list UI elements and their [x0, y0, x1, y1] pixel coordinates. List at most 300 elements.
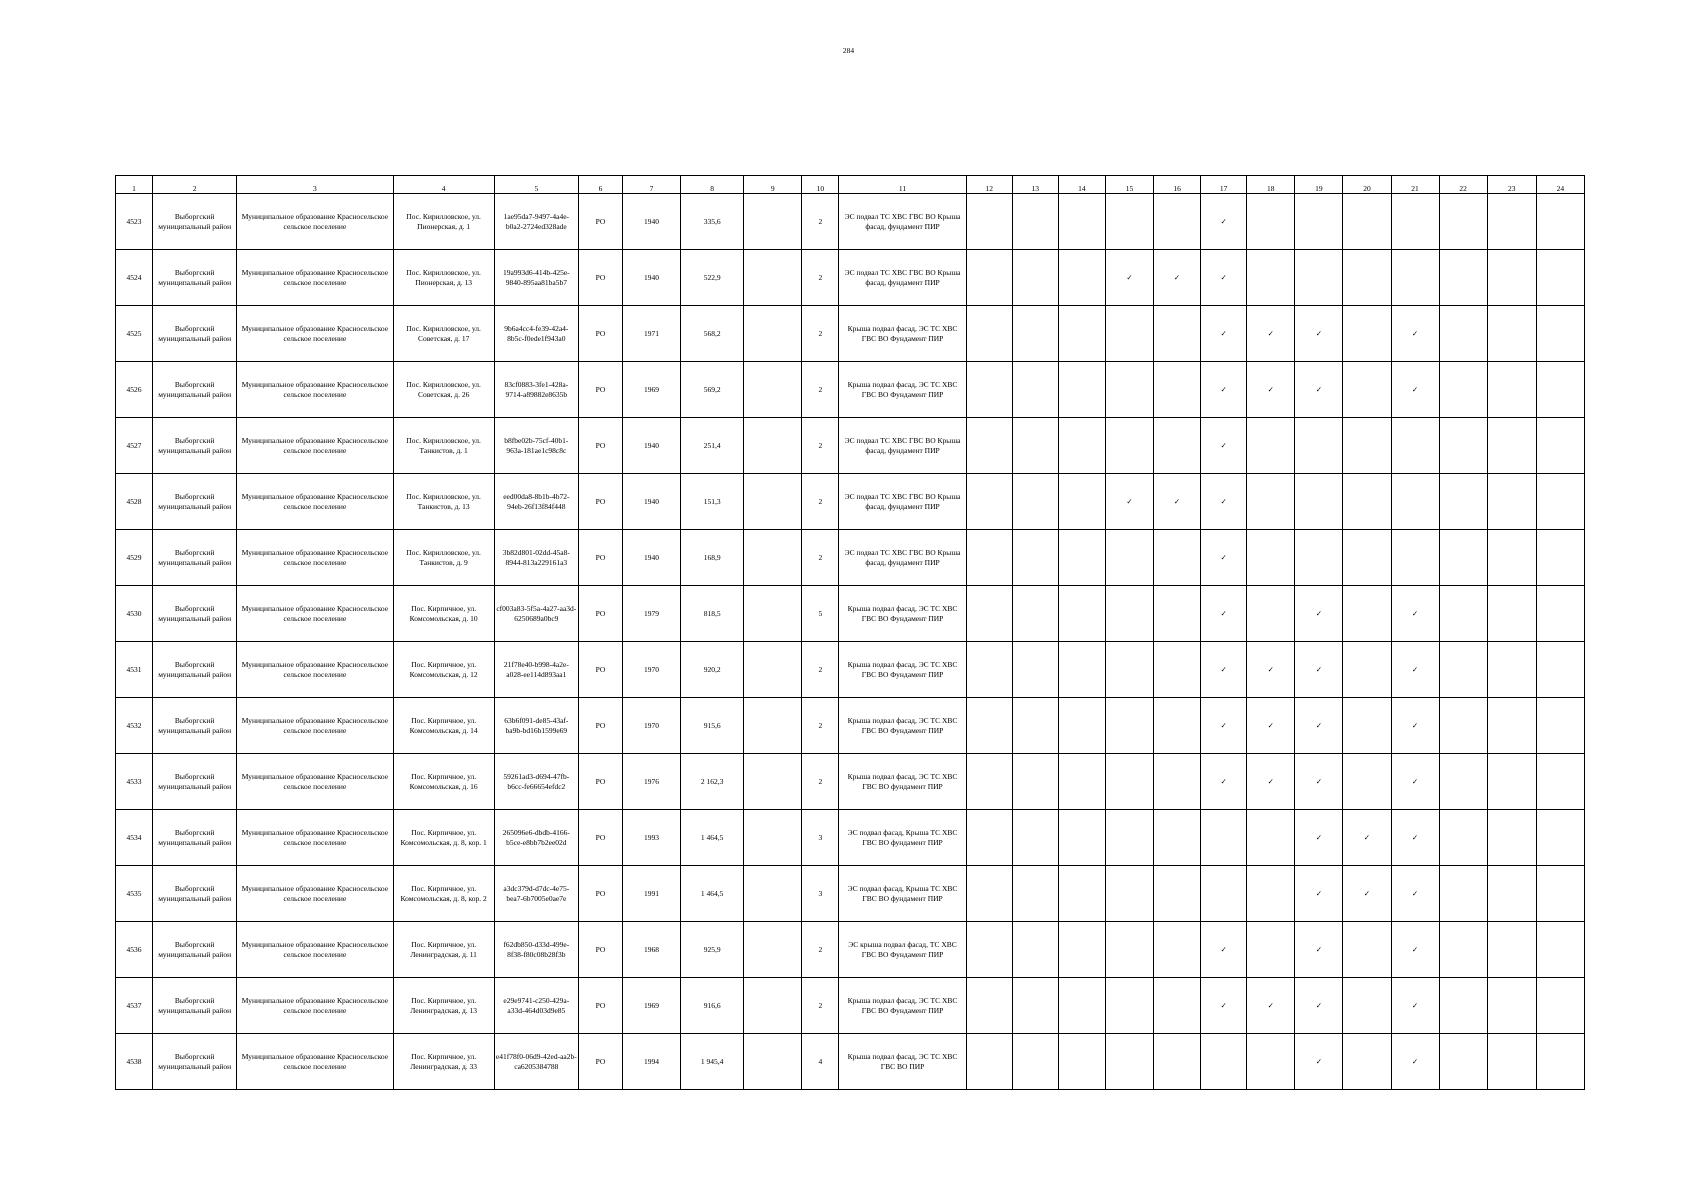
work-column-23-cell	[1487, 530, 1536, 586]
guid-cell: 19a993d6-414b-425e-9840-895aa81ba5b7	[494, 250, 578, 306]
row-number: 4536	[116, 922, 153, 978]
work-column-18-cell	[1247, 810, 1295, 866]
work-column-23-cell	[1487, 250, 1536, 306]
row-number: 4526	[116, 362, 153, 418]
works-cell: Крыша подвал фасад, ЭС ТС ХВС ГВС ВО фундамент ПИР	[839, 754, 966, 810]
work-column-24-cell	[1536, 922, 1584, 978]
column-header-11: 11	[839, 176, 966, 194]
year-cell: 1969	[623, 362, 681, 418]
municipality-cell: Муниципальное образование Красносельское сельское поселение	[237, 1034, 393, 1090]
category-cell: РО	[578, 194, 622, 250]
year-cell: 1940	[623, 250, 681, 306]
work-column-12-cell	[966, 642, 1012, 698]
work-column-22-cell	[1439, 1034, 1487, 1090]
address-cell: Пос. Кирпичное, ул. Комсомольская, д. 10	[393, 586, 494, 642]
address-cell: Пос. Кирпичное, ул. Ленинградская, д. 13	[393, 978, 494, 1034]
work-column-15-cell	[1105, 754, 1153, 810]
work-column-15-cell	[1105, 866, 1153, 922]
works-cell: Крыша подвал фасад, ЭС ТС ХВС ГВС ВО ПИР	[839, 1034, 966, 1090]
area-cell: 251,4	[681, 418, 744, 474]
work-column-22-cell	[1439, 866, 1487, 922]
check-mark-icon: ✓	[1201, 586, 1247, 642]
address-cell: Пос. Кирилловское, ул. Советская, д. 26	[393, 362, 494, 418]
table-row	[116, 1034, 1585, 1090]
area-cell: 2 162,3	[681, 754, 744, 810]
check-mark-icon: ✓	[1295, 362, 1343, 418]
work-column-22-cell	[1439, 306, 1487, 362]
check-mark-icon: ✓	[1295, 306, 1343, 362]
guid-cell: 265096e6-dbdb-4166-b5ce-e8bb7b2ee02d	[494, 810, 578, 866]
check-mark-icon: ✓	[1295, 698, 1343, 754]
row-number: 4527	[116, 418, 153, 474]
floors-cell: 2	[802, 530, 839, 586]
works-cell: ЭС подвал ТС ХВС ГВС ВО Крыша фасад, фундамент ПИР	[839, 530, 966, 586]
floors-cell: 2	[802, 362, 839, 418]
work-column-20-cell	[1343, 978, 1391, 1034]
works-cell: ЭС подвал ТС ХВС ГВС ВО Крыша фасад, фундамент ПИР	[839, 250, 966, 306]
guid-cell: e29e9741-c250-429a-a33d-464d03d9e85	[494, 978, 578, 1034]
area-cell: 818,5	[681, 586, 744, 642]
work-column-14-cell	[1058, 306, 1105, 362]
work-column-14-cell	[1058, 586, 1105, 642]
column-9-cell	[744, 194, 802, 250]
district-cell: Выборгский муниципальный район	[153, 978, 237, 1034]
check-mark-icon: ✓	[1391, 866, 1439, 922]
area-cell: 335,6	[681, 194, 744, 250]
address-cell: Пос. Кирпичное, ул. Комсомольская, д. 8, кор. 2	[393, 866, 494, 922]
work-column-22-cell	[1439, 530, 1487, 586]
table-row	[116, 474, 1585, 530]
check-mark-icon: ✓	[1201, 530, 1247, 586]
check-mark-icon: ✓	[1391, 698, 1439, 754]
category-cell: РО	[578, 698, 622, 754]
column-number-header-row	[116, 176, 1585, 194]
row-number: 4538	[116, 1034, 153, 1090]
category-cell: РО	[578, 754, 622, 810]
column-header-16: 16	[1154, 176, 1201, 194]
work-column-12-cell	[966, 362, 1012, 418]
column-9-cell	[744, 866, 802, 922]
row-number: 4533	[116, 754, 153, 810]
column-9-cell	[744, 306, 802, 362]
category-cell: РО	[578, 1034, 622, 1090]
column-9-cell	[744, 1034, 802, 1090]
work-column-13-cell	[1012, 642, 1058, 698]
floors-cell: 2	[802, 474, 839, 530]
work-column-16-cell	[1154, 922, 1201, 978]
municipality-cell: Муниципальное образование Красносельское сельское поселение	[237, 194, 393, 250]
guid-cell: e41f78f0-06d9-42ed-aa2b-ca6205384788	[494, 1034, 578, 1090]
work-column-14-cell	[1058, 250, 1105, 306]
work-column-14-cell	[1058, 978, 1105, 1034]
work-column-20-cell	[1343, 306, 1391, 362]
floors-cell: 3	[802, 810, 839, 866]
work-column-23-cell	[1487, 1034, 1536, 1090]
column-9-cell	[744, 362, 802, 418]
work-column-13-cell	[1012, 922, 1058, 978]
year-cell: 1993	[623, 810, 681, 866]
works-cell: Крыша подвал фасад, ЭС ТС ХВС ГВС ВО Фундамент ПИР	[839, 642, 966, 698]
work-column-12-cell	[966, 698, 1012, 754]
area-cell: 569,2	[681, 362, 744, 418]
area-cell: 1 464,5	[681, 810, 744, 866]
work-column-12-cell	[966, 194, 1012, 250]
area-cell: 151,3	[681, 474, 744, 530]
municipality-cell: Муниципальное образование Красносельское сельское поселение	[237, 754, 393, 810]
work-column-22-cell	[1439, 978, 1487, 1034]
work-column-24-cell	[1536, 1034, 1584, 1090]
row-number: 4532	[116, 698, 153, 754]
work-column-20-cell	[1343, 418, 1391, 474]
work-column-14-cell	[1058, 418, 1105, 474]
column-header-4: 4	[393, 176, 494, 194]
work-column-12-cell	[966, 530, 1012, 586]
year-cell: 1979	[623, 586, 681, 642]
work-column-23-cell	[1487, 418, 1536, 474]
work-column-20-cell	[1343, 698, 1391, 754]
category-cell: РО	[578, 978, 622, 1034]
category-cell: РО	[578, 418, 622, 474]
work-column-13-cell	[1012, 250, 1058, 306]
work-column-13-cell	[1012, 698, 1058, 754]
work-column-19-cell	[1295, 530, 1343, 586]
district-cell: Выборгский муниципальный район	[153, 362, 237, 418]
column-9-cell	[744, 418, 802, 474]
guid-cell: cf003a83-5f5a-4a27-aa3d-6250689a0bc9	[494, 586, 578, 642]
work-column-14-cell	[1058, 642, 1105, 698]
work-column-12-cell	[966, 474, 1012, 530]
floors-cell: 2	[802, 922, 839, 978]
column-header-12: 12	[966, 176, 1012, 194]
work-column-12-cell	[966, 586, 1012, 642]
check-mark-icon: ✓	[1201, 754, 1247, 810]
column-header-22: 22	[1439, 176, 1487, 194]
work-column-23-cell	[1487, 306, 1536, 362]
column-9-cell	[744, 530, 802, 586]
check-mark-icon: ✓	[1295, 866, 1343, 922]
year-cell: 1940	[623, 474, 681, 530]
work-column-24-cell	[1536, 978, 1584, 1034]
check-mark-icon: ✓	[1391, 642, 1439, 698]
category-cell: РО	[578, 586, 622, 642]
guid-cell: eed00da8-8b1b-4b72-94eb-26f13f84f448	[494, 474, 578, 530]
work-column-16-cell	[1154, 866, 1201, 922]
check-mark-icon: ✓	[1391, 922, 1439, 978]
work-column-23-cell	[1487, 754, 1536, 810]
guid-cell: 83cf0883-3fe1-428a-9714-a89882e8635b	[494, 362, 578, 418]
work-column-21-cell	[1391, 418, 1439, 474]
column-9-cell	[744, 586, 802, 642]
work-column-12-cell	[966, 306, 1012, 362]
check-mark-icon: ✓	[1391, 306, 1439, 362]
work-column-15-cell	[1105, 642, 1153, 698]
works-cell: ЭС подвал фасад, Крыша ТС ХВС ГВС ВО фундамент ПИР	[839, 866, 966, 922]
category-cell: РО	[578, 306, 622, 362]
work-column-18-cell	[1247, 250, 1295, 306]
check-mark-icon: ✓	[1295, 1034, 1343, 1090]
district-cell: Выборгский муниципальный район	[153, 810, 237, 866]
district-cell: Выборгский муниципальный район	[153, 866, 237, 922]
row-number: 4534	[116, 810, 153, 866]
work-column-16-cell	[1154, 698, 1201, 754]
work-column-16-cell	[1154, 418, 1201, 474]
column-9-cell	[744, 250, 802, 306]
work-column-19-cell	[1295, 250, 1343, 306]
guid-cell: 59261ad3-d694-47fb-b6cc-fe66654efdc2	[494, 754, 578, 810]
year-cell: 1968	[623, 922, 681, 978]
address-cell: Пос. Кирилловское, ул. Пионерская, д. 13	[393, 250, 494, 306]
work-column-13-cell	[1012, 474, 1058, 530]
column-header-23: 23	[1487, 176, 1536, 194]
category-cell: РО	[578, 250, 622, 306]
work-column-23-cell	[1487, 362, 1536, 418]
row-number: 4530	[116, 586, 153, 642]
row-number: 4528	[116, 474, 153, 530]
category-cell: РО	[578, 474, 622, 530]
work-column-16-cell	[1154, 754, 1201, 810]
housing-register-table	[115, 175, 1585, 1090]
guid-cell: a3dc379d-d7dc-4e75-bea7-6b7005e0ae7e	[494, 866, 578, 922]
work-column-13-cell	[1012, 306, 1058, 362]
municipality-cell: Муниципальное образование Красносельское сельское поселение	[237, 810, 393, 866]
work-column-22-cell	[1439, 586, 1487, 642]
work-column-17-cell	[1201, 1034, 1247, 1090]
district-cell: Выборгский муниципальный район	[153, 306, 237, 362]
works-cell: ЭС подвал фасад, Крыша ТС ХВС ГВС ВО фундамент ПИР	[839, 810, 966, 866]
work-column-24-cell	[1536, 586, 1584, 642]
work-column-24-cell	[1536, 250, 1584, 306]
column-9-cell	[744, 474, 802, 530]
municipality-cell: Муниципальное образование Красносельское сельское поселение	[237, 978, 393, 1034]
table-row	[116, 250, 1585, 306]
column-9-cell	[744, 698, 802, 754]
floors-cell: 5	[802, 586, 839, 642]
works-cell: Крыша подвал фасад, ЭС ТС ХВС ГВС ВО Фундамент ПИР	[839, 978, 966, 1034]
year-cell: 1940	[623, 194, 681, 250]
work-column-15-cell	[1105, 194, 1153, 250]
work-column-22-cell	[1439, 698, 1487, 754]
district-cell: Выборгский муниципальный район	[153, 474, 237, 530]
work-column-13-cell	[1012, 866, 1058, 922]
column-header-20: 20	[1343, 176, 1391, 194]
check-mark-icon: ✓	[1343, 810, 1391, 866]
guid-cell: 1ae95da7-9497-4a4e-b0a2-2724ed328ade	[494, 194, 578, 250]
work-column-12-cell	[966, 250, 1012, 306]
work-column-23-cell	[1487, 642, 1536, 698]
column-header-19: 19	[1295, 176, 1343, 194]
check-mark-icon: ✓	[1201, 250, 1247, 306]
work-column-24-cell	[1536, 698, 1584, 754]
column-header-17: 17	[1201, 176, 1247, 194]
column-header-6: 6	[578, 176, 622, 194]
table-row	[116, 698, 1585, 754]
check-mark-icon: ✓	[1201, 642, 1247, 698]
column-9-cell	[744, 922, 802, 978]
work-column-14-cell	[1058, 530, 1105, 586]
work-column-20-cell	[1343, 194, 1391, 250]
address-cell: Пос. Кирилловское, ул. Пионерская, д. 1	[393, 194, 494, 250]
check-mark-icon: ✓	[1201, 474, 1247, 530]
work-column-16-cell	[1154, 362, 1201, 418]
work-column-16-cell	[1154, 978, 1201, 1034]
municipality-cell: Муниципальное образование Красносельское сельское поселение	[237, 474, 393, 530]
district-cell: Выборгский муниципальный район	[153, 754, 237, 810]
column-header-9: 9	[744, 176, 802, 194]
check-mark-icon: ✓	[1247, 362, 1295, 418]
municipality-cell: Муниципальное образование Красносельское сельское поселение	[237, 530, 393, 586]
year-cell: 1970	[623, 698, 681, 754]
works-cell: ЭС крыша подвал фасад, ТС ХВС ГВС ВО Фундамент ПИР	[839, 922, 966, 978]
works-cell: Крыша подвал фасад, ЭС ТС ХВС ГВС ВО Фундамент ПИР	[839, 306, 966, 362]
category-cell: РО	[578, 810, 622, 866]
check-mark-icon: ✓	[1201, 978, 1247, 1034]
table-row	[116, 306, 1585, 362]
address-cell: Пос. Кирилловское, ул. Советская, д. 17	[393, 306, 494, 362]
work-column-15-cell	[1105, 362, 1153, 418]
column-header-5: 5	[494, 176, 578, 194]
district-cell: Выборгский муниципальный район	[153, 698, 237, 754]
work-column-18-cell	[1247, 418, 1295, 474]
work-column-18-cell	[1247, 866, 1295, 922]
work-column-22-cell	[1439, 642, 1487, 698]
work-column-17-cell	[1201, 866, 1247, 922]
area-cell: 1 464,5	[681, 866, 744, 922]
work-column-24-cell	[1536, 866, 1584, 922]
work-column-21-cell	[1391, 250, 1439, 306]
work-column-24-cell	[1536, 362, 1584, 418]
row-number: 4529	[116, 530, 153, 586]
work-column-13-cell	[1012, 194, 1058, 250]
check-mark-icon: ✓	[1391, 754, 1439, 810]
check-mark-icon: ✓	[1201, 362, 1247, 418]
work-column-16-cell	[1154, 1034, 1201, 1090]
year-cell: 1976	[623, 754, 681, 810]
work-column-24-cell	[1536, 530, 1584, 586]
check-mark-icon: ✓	[1391, 586, 1439, 642]
work-column-15-cell	[1105, 978, 1153, 1034]
address-cell: Пос. Кирпичное, ул. Ленинградская, д. 11	[393, 922, 494, 978]
column-header-15: 15	[1105, 176, 1153, 194]
works-cell: Крыша подвал фасад, ЭС ТС ХВС ГВС ВО Фундамент ПИР	[839, 586, 966, 642]
check-mark-icon: ✓	[1201, 306, 1247, 362]
district-cell: Выборгский муниципальный район	[153, 530, 237, 586]
check-mark-icon: ✓	[1105, 474, 1153, 530]
municipality-cell: Муниципальное образование Красносельское сельское поселение	[237, 698, 393, 754]
check-mark-icon: ✓	[1247, 306, 1295, 362]
district-cell: Выборгский муниципальный район	[153, 194, 237, 250]
work-column-23-cell	[1487, 978, 1536, 1034]
work-column-14-cell	[1058, 698, 1105, 754]
work-column-12-cell	[966, 1034, 1012, 1090]
work-column-18-cell	[1247, 586, 1295, 642]
table-row	[116, 810, 1585, 866]
work-column-24-cell	[1536, 474, 1584, 530]
work-column-22-cell	[1439, 418, 1487, 474]
year-cell: 1994	[623, 1034, 681, 1090]
table-row	[116, 530, 1585, 586]
check-mark-icon: ✓	[1247, 978, 1295, 1034]
check-mark-icon: ✓	[1105, 250, 1153, 306]
column-header-24: 24	[1536, 176, 1584, 194]
work-column-20-cell	[1343, 362, 1391, 418]
floors-cell: 2	[802, 978, 839, 1034]
column-header-7: 7	[623, 176, 681, 194]
year-cell: 1969	[623, 978, 681, 1034]
row-number: 4537	[116, 978, 153, 1034]
table-row	[116, 362, 1585, 418]
category-cell: РО	[578, 530, 622, 586]
work-column-14-cell	[1058, 810, 1105, 866]
check-mark-icon: ✓	[1295, 754, 1343, 810]
check-mark-icon: ✓	[1247, 698, 1295, 754]
work-column-18-cell	[1247, 922, 1295, 978]
row-number: 4524	[116, 250, 153, 306]
work-column-14-cell	[1058, 362, 1105, 418]
year-cell: 1940	[623, 530, 681, 586]
area-cell: 920,2	[681, 642, 744, 698]
work-column-16-cell	[1154, 642, 1201, 698]
column-header-2: 2	[153, 176, 237, 194]
work-column-15-cell	[1105, 810, 1153, 866]
work-column-18-cell	[1247, 1034, 1295, 1090]
work-column-18-cell	[1247, 530, 1295, 586]
check-mark-icon: ✓	[1391, 978, 1439, 1034]
check-mark-icon: ✓	[1295, 978, 1343, 1034]
work-column-14-cell	[1058, 866, 1105, 922]
district-cell: Выборгский муниципальный район	[153, 586, 237, 642]
work-column-18-cell	[1247, 474, 1295, 530]
work-column-12-cell	[966, 866, 1012, 922]
row-number: 4525	[116, 306, 153, 362]
work-column-20-cell	[1343, 642, 1391, 698]
work-column-14-cell	[1058, 754, 1105, 810]
floors-cell: 2	[802, 418, 839, 474]
work-column-24-cell	[1536, 754, 1584, 810]
work-column-21-cell	[1391, 530, 1439, 586]
page-number: 284	[842, 46, 855, 55]
table-row	[116, 866, 1585, 922]
works-cell: ЭС подвал ТС ХВС ГВС ВО Крыша фасад, фундамент ПИР	[839, 418, 966, 474]
floors-cell: 2	[802, 306, 839, 362]
guid-cell: 21f78e40-b998-4a2e-a028-ee114d893aa1	[494, 642, 578, 698]
area-cell: 915,6	[681, 698, 744, 754]
work-column-21-cell	[1391, 194, 1439, 250]
work-column-14-cell	[1058, 474, 1105, 530]
column-header-13: 13	[1012, 176, 1058, 194]
guid-cell: b8fbe02b-75cf-40b1-963a-181ae1c98c8c	[494, 418, 578, 474]
work-column-19-cell	[1295, 418, 1343, 474]
floors-cell: 3	[802, 866, 839, 922]
check-mark-icon: ✓	[1391, 810, 1439, 866]
table-row	[116, 754, 1585, 810]
work-column-12-cell	[966, 922, 1012, 978]
table-row	[116, 642, 1585, 698]
check-mark-icon: ✓	[1295, 586, 1343, 642]
year-cell: 1940	[623, 418, 681, 474]
work-column-13-cell	[1012, 754, 1058, 810]
work-column-23-cell	[1487, 474, 1536, 530]
guid-cell: f62db850-d33d-499e-8f38-f80c08b28f3b	[494, 922, 578, 978]
area-cell: 522,9	[681, 250, 744, 306]
guid-cell: 9b6a4cc4-fe39-42a4-8b5c-f0ede1f943a0	[494, 306, 578, 362]
work-column-17-cell	[1201, 810, 1247, 866]
check-mark-icon: ✓	[1391, 362, 1439, 418]
floors-cell: 2	[802, 698, 839, 754]
works-cell: Крыша подвал фасад, ЭС ТС ХВС ГВС ВО Фундамент ПИР	[839, 362, 966, 418]
work-column-15-cell	[1105, 1034, 1153, 1090]
address-cell: Пос. Кирпичное, ул. Ленинградская, д. 33	[393, 1034, 494, 1090]
work-column-24-cell	[1536, 418, 1584, 474]
